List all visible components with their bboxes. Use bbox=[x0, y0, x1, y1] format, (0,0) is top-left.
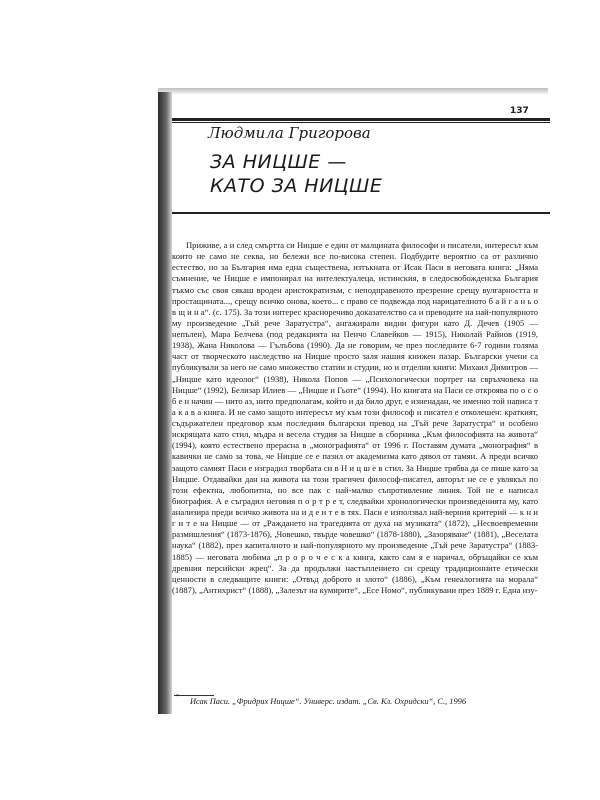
footnote-mark: * bbox=[176, 694, 179, 700]
body-paragraph: Приживе, а и след смъртта си Ницше е един от малцината философи и писатели, интересът към които не само не секва, но бележи все по-висока степен. Подбудите вероятно са от различно естество, но за България има една съществена, изтъкната от Исак Паси в неговата книга: „Няма съмнение, че Ницше е импонирал на интелектуалеца, истинския, в следосвобожденска България тъкмо със своя сякаш вроден аристократизъм, с неподправеното презрение срещу вулгарността и простащината..., срещу всичко онова, което... с право се подвежда под нарицателното б а й г а н ь о в щ и н а“. (с. 175). За този интерес красноречиво доказателство са и преводите на най-популярното му произведение „Тъй рече Заратустра“, ангажирали видни фигури като Д. Дечев (1905 — непълен), Мара Белчева (под редакцията на Пенчо Славейков — 1915), Николай Райнов (1919, 1938), Жана Николова — Гълъбова (1990). Да не говорим, че през последните 6-7 години голяма част от творческото наследство на Ницше просто заля нашия книжен пазар. Български учени са публикували за него не само множество статии и студии, но и отделни книги: Михаил Димитров — „Ницше като идеолог“ (1938), Никола Попов — „Психологически портрет на свръхчовека на Ницше“ (1992), Белизар Илиев — „Ницше и Гьоте“ (1994). Но книгата на Паси се откроява по о с о б е н начин — нито аз, нито предполагам, който и да било друг, е изненадан, че именно той написа т а к а в а книга. И не само защото интересът му към този философ и писател е отколешен: краткият, съдържателен предговор към последния български превод на „Тъй рече Заратустра“ и особено искрящата като стил, мъдра и весела студия за Ницше в сборника „Към философията на живота“ (1994), която естествено прерасна в „монографията“ от 1996 г. Поставям думата „монография“ в кавички не само за това, че Ницше се е пазил от академизма като дявол от тамян. А преди всичко защото самият Паси е изградил творбата си в Н и ц ш е в стил. За Ницше трябва да се пише като за Ницше. Отдавайки дан на живота на този трагичен философ-писател, авторът не се е увлякъл по този ефектна, любопитна, но все пак с най-малко съпротивление линия. Той не е написал биография. А е съградил неговия п о р т р е т, следвайки хронологически произведенията му, като анализира преди всичко живота на и д е и т е в тях. Паси е използвал най-верния критерий — к н и г и т е на Ницше — от „Раждането на трагедията от духа на музиката“ (1872), „Несвоевременни размишления“ (1873-1876), „Човешко, твърде човешко“ (1878-1880), „Зазоряване“ (1881), „Веселата наука“ (1882), през капиталното и най-популярното му произведение „Тъй рече Заратустра“ (1883-1885) — неговата любима „п р о р о ч е с к а книга, както сам я е наричал, обръщайки се към древния персийски жрец“. За да продължи настъплението си срещу традиционните етически ценности в следващите книги: „Отвъд доброто и злото“ (1886), „Към генеалогията на морала“ (1887), „Антихрист“ (1888), „Залезът на кумирите“, „Есе Номо“, публикувани през 1889 г. Една изу- bbox=[172, 240, 538, 595]
page-number: 137 bbox=[510, 106, 529, 116]
title-line-2: КАТО ЗА НИЦШЕ bbox=[210, 175, 383, 197]
footnote: Исак Паси. „Фридрих Ницше“. Универс. издат. „Св. Кл. Охридски“, С., 1996 bbox=[190, 697, 467, 706]
author-name: Людмила Григорова bbox=[208, 124, 371, 142]
title-rule bbox=[172, 212, 550, 214]
scan-edge-shadow bbox=[158, 92, 172, 714]
header-rule-thick bbox=[172, 118, 550, 121]
scan-edge-top bbox=[158, 88, 548, 94]
article-body bbox=[172, 240, 538, 596]
article-title bbox=[210, 150, 382, 198]
title-line-1: ЗА НИЦШЕ — bbox=[210, 151, 347, 173]
footnote-rule bbox=[174, 695, 214, 696]
header-rule-thin bbox=[172, 122, 550, 123]
